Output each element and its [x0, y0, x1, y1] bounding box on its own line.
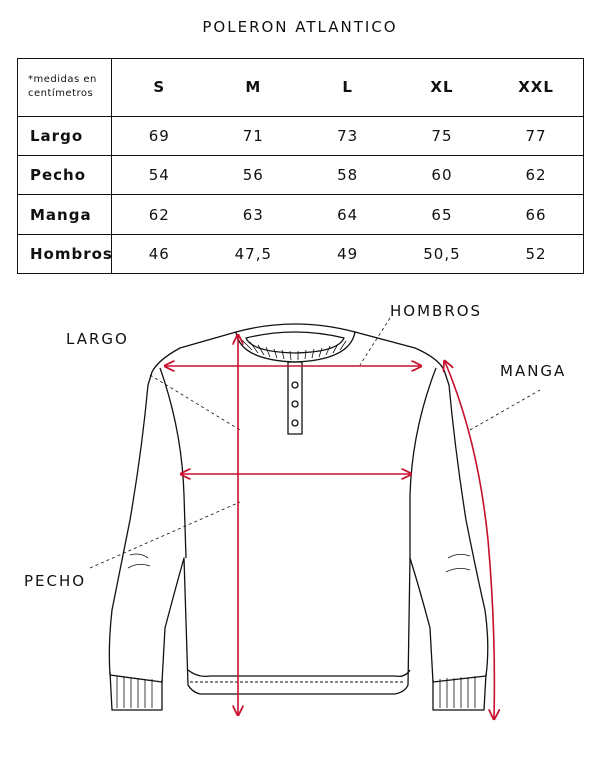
button-icon	[292, 401, 298, 407]
label-largo: LARGO	[66, 330, 129, 348]
table-cell: 52	[489, 234, 583, 273]
table-cell: 47,5	[206, 234, 300, 273]
table-cell: 46	[112, 234, 206, 273]
table-header-row	[18, 59, 584, 117]
table-cell: 60	[395, 156, 489, 195]
sweater-illustration	[109, 324, 487, 710]
label-manga: MANGA	[500, 362, 567, 380]
table-cell: 63	[206, 195, 300, 234]
row-label: Largo	[18, 116, 112, 155]
table-cell: 62	[112, 195, 206, 234]
left-cuff	[110, 672, 162, 710]
size-header: M	[206, 59, 300, 117]
label-pecho: PECHO	[24, 572, 87, 590]
size-chart-table	[17, 58, 584, 274]
table-cell: 77	[489, 116, 583, 155]
cuff-rib	[117, 676, 475, 708]
label-hombros: HOMBROS	[390, 302, 483, 320]
size-header: XXL	[489, 59, 583, 117]
table-cell: 66	[489, 195, 583, 234]
table-cell: 54	[112, 156, 206, 195]
button-icon	[292, 382, 298, 388]
collar-outer	[236, 324, 355, 362]
table-cell: 50,5	[395, 234, 489, 273]
sleeve-wrinkle	[128, 554, 470, 572]
page-title: POLERON ATLANTICO	[202, 18, 398, 36]
size-header: L	[300, 59, 394, 117]
table-cell: 73	[300, 116, 394, 155]
table-row	[18, 116, 584, 155]
measurement-arrows	[166, 336, 494, 718]
row-label: Pecho	[18, 156, 112, 195]
table-cell: 65	[395, 195, 489, 234]
row-label: Manga	[18, 195, 112, 234]
table-cell: 69	[112, 116, 206, 155]
size-header: S	[112, 59, 206, 117]
table-row	[18, 156, 584, 195]
units-note: *medidas en centímetros	[18, 59, 112, 117]
size-header: XL	[395, 59, 489, 117]
table-row	[18, 195, 584, 234]
button-placket	[288, 362, 302, 434]
measurement-diagram	[0, 290, 600, 730]
table-cell: 64	[300, 195, 394, 234]
table-row	[18, 234, 584, 273]
left-armhole-seam	[160, 368, 186, 558]
button-icon	[292, 420, 298, 426]
hem-seam	[188, 670, 410, 676]
table-cell: 56	[206, 156, 300, 195]
row-label: Hombros	[18, 234, 112, 273]
right-armhole-seam	[410, 368, 436, 558]
table-cell: 49	[300, 234, 394, 273]
table-cell: 75	[395, 116, 489, 155]
table-cell: 62	[489, 156, 583, 195]
table-cell: 58	[300, 156, 394, 195]
table-cell: 71	[206, 116, 300, 155]
leader-lines	[90, 318, 540, 568]
